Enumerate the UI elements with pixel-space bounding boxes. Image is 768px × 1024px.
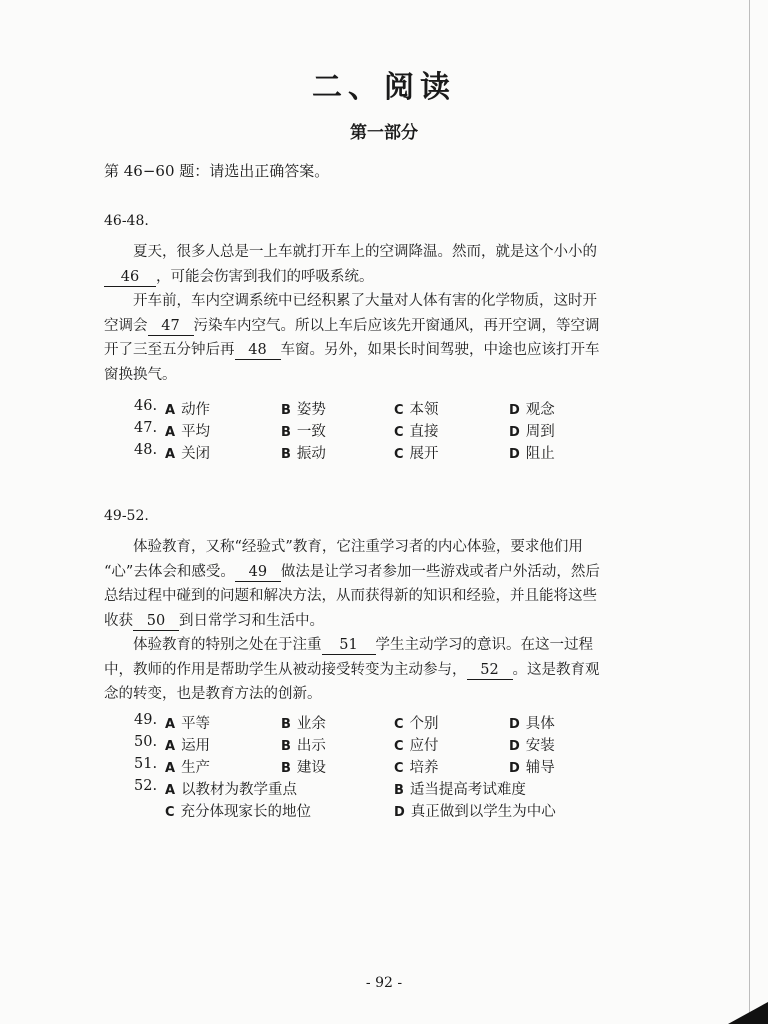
passage-line: 体验教育的特别之处在于注重 51 学生主动学习的意识。在这一过程 — [133, 637, 593, 653]
option-c: C 应付 — [394, 738, 439, 754]
passage-label-49-52: 49-52. — [104, 508, 149, 524]
option-d: D 周到 — [509, 424, 555, 440]
option-a: A 平等 — [165, 716, 211, 732]
option-b: B 振动 — [281, 446, 326, 462]
option-c: C 培养 — [394, 760, 439, 776]
passage-line: 开车前，车内空调系统中已经积累了大量对人体有害的化学物质，这时开 — [133, 293, 597, 309]
passage-line: “心”去体会和感受。 49 做法是让学习者参加一些游戏或者户外活动，然后 — [104, 563, 600, 580]
option-a: A 生产 — [165, 760, 211, 776]
passage-46-48 — [104, 240, 664, 387]
option-d: D 真正做到以学生为中心 — [394, 804, 556, 820]
option-d: D 观念 — [509, 402, 555, 418]
passage-line: 总结过程中碰到的问题和解决方法，从而获得新的知识和经验，并且能将这些 — [104, 588, 597, 604]
passage-line: 夏天，很多人总是一上车就打开车上的空调降温。然而，就是这个小小的 — [133, 244, 597, 260]
option-b: B 建设 — [281, 760, 326, 776]
scan-corner — [728, 1002, 768, 1024]
option-d: D 具体 — [509, 716, 555, 732]
section-title: 二、阅读 — [312, 70, 456, 105]
passage-line: 念的转变，也是教育方法的创新。 — [104, 686, 322, 702]
option-b: B 姿势 — [281, 402, 326, 418]
passage-line: 空调会 47 污染车内空气。所以上车后应该先开窗通风，再开空调，等空调 — [104, 317, 600, 334]
option-a: A 以教材为教学重点 — [165, 782, 298, 798]
option-a: A 平均 — [165, 424, 211, 440]
option-b: B 业余 — [281, 716, 326, 732]
option-c: C 本领 — [394, 402, 439, 418]
passage-line: 开了三至五分钟后再 48 车窗。另外，如果长时间驾驶，中途也应该打开车 — [104, 342, 600, 358]
option-a: A 运用 — [165, 738, 211, 754]
option-d: D 安装 — [509, 738, 555, 754]
blank-50: 50 — [133, 612, 179, 631]
passage-line: 收获 50 到日常学习和生活中。 — [104, 612, 324, 629]
option-d: D 辅导 — [509, 760, 555, 776]
option-c: C 直接 — [394, 424, 439, 440]
blank-52: 52 — [467, 661, 513, 680]
passage-line: 窗换换气。 — [104, 366, 177, 383]
option-b: B 适当提高考试难度 — [394, 782, 526, 798]
option-a: A 动作 — [165, 402, 211, 418]
blank-51: 51 — [322, 636, 376, 655]
passage-label-46-48: 46-48. — [104, 213, 149, 229]
blank-49: 49 — [235, 563, 281, 582]
blank-48: 48 — [235, 341, 281, 360]
blank-47: 47 — [148, 317, 194, 336]
passage-line: 中，教师的作用是帮助学生从被动接受转变为主动参与， 52 。这是教育观 — [104, 661, 600, 678]
passage-line: 体验教育，又称“经验式”教育，它注重学习者的内心体验，要求他们用 — [133, 539, 583, 555]
option-a: A 关闭 — [165, 446, 211, 462]
option-c: C 充分体现家长的地位 — [165, 804, 312, 820]
instruction: 第 46−60 题：请选出正确答案。 — [104, 162, 330, 180]
scan-edge — [749, 0, 750, 1024]
exam-page: 二、阅读 第一部分 第 46−60 题：请选出正确答案。 46-48. 夏天，很多人总是一上车就打开车上的空调降温。然而，就是这个小小的 46 ，可能会伤害到我们的呼吸系统。 开车前，车内空调系统中已经积累了大量对人体有害的化学物质，这时开 空调会 47 污染车内空气。所以上车后应该先开窗通风，再开空调，等空调 开了三至五分钟后再 48 车窗。另外，如果长时间驾驶，中途也应该打开车 窗换换气。 46. A 动作 B 姿势 C 本领 D 观念 47. A 平均 B 一致 C 直接 D 周到 48. A 关闭 B 振动 C 展开 D 阻止 49-52. 体验教育，又称“经验式”教育，它注重学习者的内心体验，要求他们用 “心”去体会和感受。 49 做法是让学习者参加一些游戏或者户外活动，然后 总结过程中碰到的问题和解决方法，从而获得新的知识和经验，并且能将这些 收获 50 到日常学习和生活中。 体验教育的特别之处在于注重 51 学生主动学习的意识。在这一过程 中，教师的作用是帮助学生从被动接受转变为主动参与， 52 。这是教育观 念的转变，也是教育方法的创新。 49. A 平等 B 业余 C 个别 D 具体 50. A 运用 B 出示 C 应付 D 安装 51. A 生产 B 建设 C 培养 D 辅导 52. A 以教材为教学重点 B 适当提高考试难度 C 充分体现家长的地位 D 真正做到以学生为中心 - 92 - — [0, 0, 768, 1024]
option-d: D 阻止 — [509, 446, 555, 462]
option-c: C 个别 — [394, 716, 439, 732]
part-title: 第一部分 — [350, 123, 418, 143]
option-c: C 展开 — [394, 446, 439, 462]
page-number: - 92 - — [365, 975, 403, 991]
option-b: B 出示 — [281, 738, 326, 754]
blank-46: 46 — [104, 268, 156, 287]
passage-line: 46 ，可能会伤害到我们的呼吸系统。 — [104, 265, 664, 290]
passage-49-52 — [104, 535, 664, 707]
option-b: B 一致 — [281, 424, 326, 440]
